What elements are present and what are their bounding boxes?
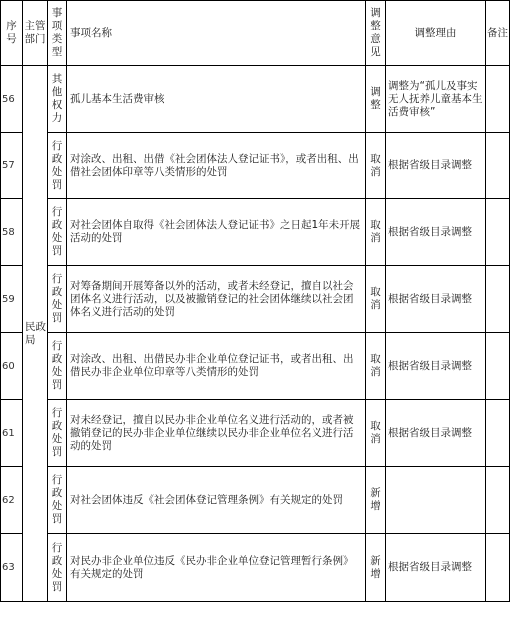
row-reason: 调整为“孤儿及事实无人抚养儿童基本生活费审核” [386, 66, 486, 133]
row-name: 对社会团体自取得《社会团体法人登记证书》之日起1年未开展活动的处罚 [67, 199, 366, 266]
row-type: 行政处罚 [48, 400, 67, 467]
row-seq: 57 [1, 133, 23, 199]
row-reason [386, 467, 486, 534]
row-seq: 58 [1, 199, 23, 266]
row-seq: 60 [1, 333, 23, 400]
row-reason: 根据省级目录调整 [386, 133, 486, 199]
row-type: 行政处罚 [48, 266, 67, 333]
row-seq: 56 [1, 66, 23, 133]
row-name: 对涂改、出租、出借民办非企业单位登记证书，或者出租、出借民办非企业单位印章等八类情形的处罚 [67, 333, 366, 400]
row-type: 行政处罚 [48, 333, 67, 400]
row-opinion: 取消 [366, 400, 386, 467]
row-name: 对涂改、出租、出借《社会团体法人登记证书》，或者出租、出借社会团体印章等八类情形的处罚 [67, 133, 366, 199]
row-type: 行政处罚 [48, 133, 67, 199]
row-remark [486, 266, 510, 333]
row-opinion: 取消 [366, 133, 386, 199]
row-name: 对筹备期间开展筹备以外的活动，或者未经登记，擅自以社会团体名义进行活动，以及被撤销登记的社会团体继续以社会团体名义进行活动的处罚 [67, 266, 366, 333]
header-row [1, 1, 510, 66]
row-type: 行政处罚 [48, 467, 67, 534]
row-reason: 根据省级目录调整 [386, 266, 486, 333]
row-opinion: 调整 [366, 66, 386, 133]
row-reason: 根据省级目录调整 [386, 534, 486, 602]
row-remark [486, 66, 510, 133]
row-name: 对民办非企业单位违反《民办非企业单位登记管理暂行条例》有关规定的处罚 [67, 534, 366, 602]
header-reason: 调整理由 [386, 1, 486, 66]
row-remark [486, 333, 510, 400]
table-row [1, 467, 510, 534]
row-opinion: 取消 [366, 199, 386, 266]
header-seq: 序号 [1, 1, 23, 66]
table-row [1, 534, 510, 602]
row-reason: 根据省级目录调整 [386, 333, 486, 400]
header-opinion: 调整意见 [366, 1, 386, 66]
row-type: 行政处罚 [48, 534, 67, 602]
row-remark [486, 467, 510, 534]
row-opinion: 新增 [366, 534, 386, 602]
row-seq: 63 [1, 534, 23, 602]
header-name: 事项名称 [67, 1, 366, 66]
row-remark [486, 199, 510, 266]
row-reason: 根据省级目录调整 [386, 400, 486, 467]
table-row [1, 400, 510, 467]
header-type: 事项类型 [48, 1, 67, 66]
row-type: 其他权力 [48, 66, 67, 133]
row-seq: 61 [1, 400, 23, 467]
row-type: 行政处罚 [48, 199, 67, 266]
row-remark [486, 534, 510, 602]
row-name: 对未经登记，擅自以民办非企业单位名义进行活动的，或者被撤销登记的民办非企业单位继续以民办非企业单位名义进行活动的处罚 [67, 400, 366, 467]
row-remark [486, 400, 510, 467]
header-remark: 备注 [486, 1, 510, 66]
table-row [1, 333, 510, 400]
row-seq: 62 [1, 467, 23, 534]
row-opinion: 取消 [366, 266, 386, 333]
row-remark [486, 133, 510, 199]
row-opinion: 取消 [366, 333, 386, 400]
row-name: 孤儿基本生活费审核 [67, 66, 366, 133]
table-row [1, 266, 510, 333]
table-row [1, 66, 510, 133]
row-opinion: 新增 [366, 467, 386, 534]
row-name: 对社会团体违反《社会团体登记管理条例》有关规定的处罚 [67, 467, 366, 534]
table-row [1, 199, 510, 266]
row-reason: 根据省级目录调整 [386, 199, 486, 266]
dept-cell: 民政局 [23, 66, 48, 602]
table-row [1, 133, 510, 199]
row-seq: 59 [1, 266, 23, 333]
header-dept: 主管部门 [23, 1, 48, 66]
